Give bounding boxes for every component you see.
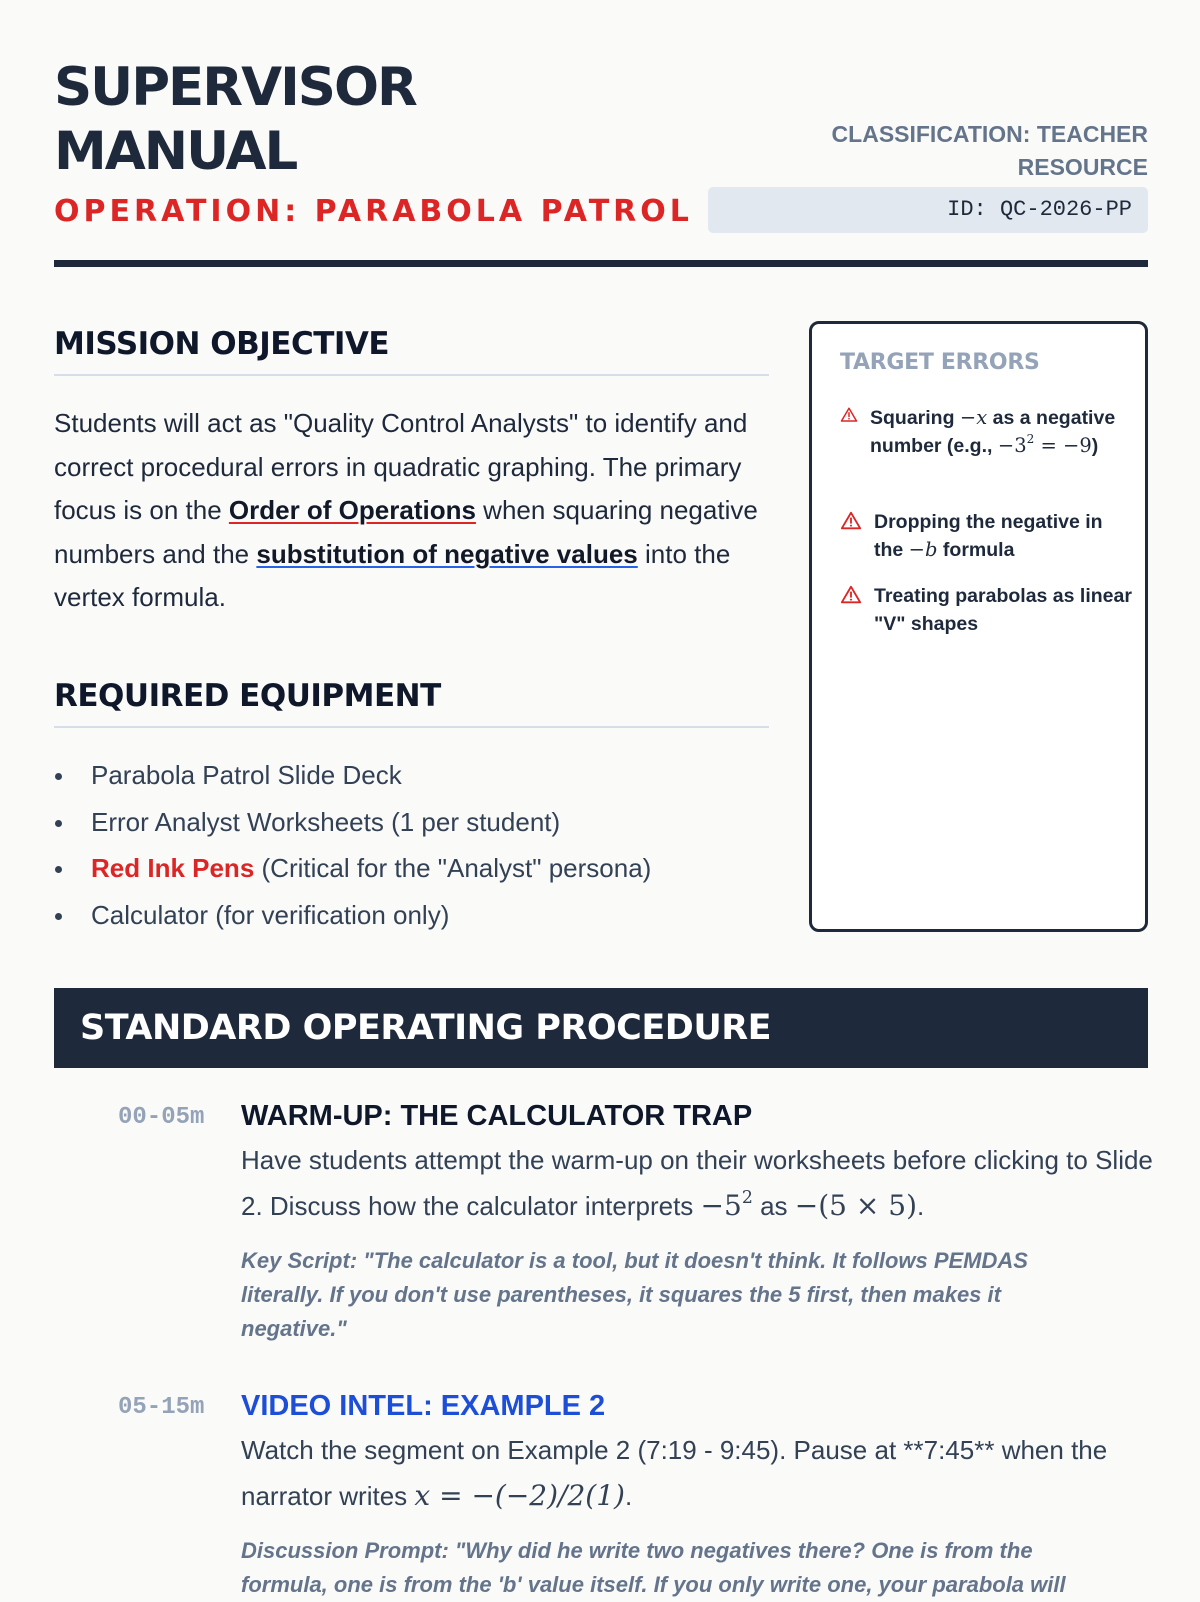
- target-error-text: Treating parabolas as linear "V" shapes: [874, 585, 1132, 635]
- title-line-1: SUPERVISOR: [54, 57, 416, 118]
- math-expression: x = −(−2)/2(1): [414, 1479, 625, 1512]
- step-title: VIDEO INTEL: EXAMPLE 2: [241, 1390, 606, 1422]
- classification-line-2: RESOURCE: [1017, 154, 1148, 180]
- sop-heading: STANDARD OPERATING PROCEDURE: [80, 1008, 772, 1048]
- step-time: 00-05m: [118, 1104, 205, 1131]
- equipment-item: [54, 845, 651, 892]
- math-expression: [701, 1189, 753, 1222]
- equipment-item: Calculator (for verification only): [54, 892, 651, 939]
- warning-icon: [840, 406, 858, 424]
- math-expression: [909, 538, 938, 561]
- equipment-item-detail: (Critical for the "Analyst" persona): [254, 853, 652, 883]
- mission-text-part-3: into the vertex formula.: [54, 538, 731, 612]
- step-title: WARM-UP: THE CALCULATOR TRAP: [241, 1100, 753, 1132]
- math-term: −3: [997, 434, 1027, 457]
- math-expression: −(5 × 5): [794, 1189, 917, 1222]
- page-title: [54, 56, 416, 184]
- step-text-part: as: [752, 1191, 795, 1221]
- step-text-part: .: [624, 1481, 633, 1511]
- mission-objective-text: [54, 402, 784, 620]
- math-term: = −9: [1034, 434, 1092, 457]
- error-text-part: as a negative number (e.g.,: [870, 407, 1116, 457]
- math-expression: [960, 406, 987, 429]
- math-exponent: 2: [741, 1187, 753, 1208]
- title-line-2: MANUAL: [54, 121, 297, 182]
- math-expression: [998, 434, 1092, 457]
- error-text-part: formula: [937, 539, 1015, 561]
- highlight-substitution: substitution of negative values: [256, 538, 638, 569]
- equipment-item: Parabola Patrol Slide Deck: [54, 752, 651, 799]
- error-text-part: ): [1091, 435, 1099, 457]
- target-errors-panel: [809, 321, 1148, 932]
- math-term: −5: [700, 1189, 742, 1222]
- warning-icon: [840, 510, 862, 532]
- step-description: [241, 1428, 1156, 1519]
- target-error-text: [874, 508, 1134, 564]
- classification-line-1: CLASSIFICATION: TEACHER: [831, 121, 1148, 147]
- sop-banner: [54, 988, 1148, 1068]
- mission-text-part-2: when squaring negative numbers and the: [54, 495, 758, 569]
- equipment-list: [54, 752, 651, 938]
- operation-subtitle: OPERATION: PARABOLA PATROL: [54, 194, 693, 229]
- warning-icon: [840, 584, 862, 606]
- header-divider: [54, 260, 1148, 267]
- step-text-part: .: [917, 1191, 925, 1221]
- target-error-text: [870, 404, 1130, 460]
- step-time: 05-15m: [118, 1394, 205, 1421]
- step-key-script: Key Script: "The calculator is a tool, but it doesn't think. It follows PEMDAS literally. If you don't use parentheses, it squares the 5 first, then makes it negative.": [241, 1248, 1028, 1341]
- step-description: [241, 1138, 1156, 1229]
- highlight-order-of-operations: Order of Operations: [228, 495, 476, 525]
- math-exponent: 2: [1026, 432, 1035, 447]
- error-text-part: Dropping the negative in the: [874, 511, 1103, 561]
- math-term: −b: [908, 538, 938, 561]
- classification-label: [760, 118, 1148, 184]
- required-equipment-heading: REQUIRED EQUIPMENT: [54, 676, 769, 728]
- equipment-item: Error Analyst Worksheets (1 per student): [54, 799, 651, 846]
- error-text-part: Squaring: [870, 407, 960, 429]
- mission-text-part-1: Students will act as "Quality Control Analysts" to identify and correct procedural errors in quadratic graphing. The primary focus is on the: [54, 408, 748, 525]
- document-id-badge: ID: QC-2026-PP: [708, 187, 1148, 233]
- step-discussion-prompt: Discussion Prompt: "Why did he write two negatives there? One is from the formula, one is from the 'b' value itself. If you only write one, your parabola will: [241, 1538, 1066, 1597]
- target-errors-heading: TARGET ERRORS: [840, 350, 1040, 375]
- math-term: −x: [959, 406, 988, 429]
- step-text-part: Watch the segment on Example 2 (7:19 - 9:45). Pause at **7:45** when the narrator writes: [241, 1435, 1108, 1511]
- equipment-item-emphasis: Red Ink Pens: [91, 853, 255, 883]
- mission-objective-heading: MISSION OBJECTIVE: [54, 324, 769, 376]
- step-text-part: Have students attempt the warm-up on their worksheets before clicking to Slide 2. Discuss how the calculator interprets: [241, 1145, 1153, 1221]
